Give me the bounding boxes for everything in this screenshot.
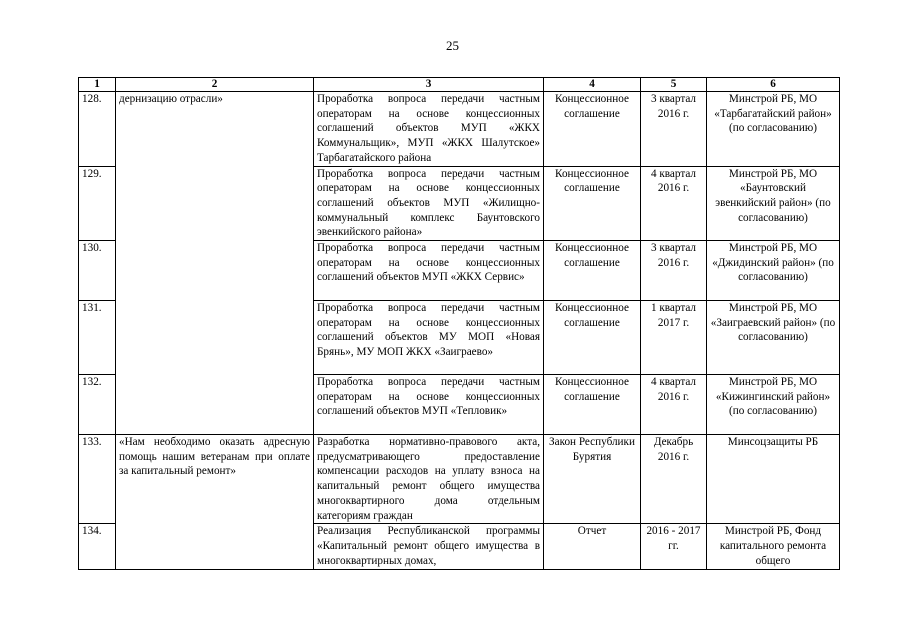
activity-cell: Реализация Республиканской программы «Капитальный ремонт общего имущества в многоквартирных домах, — [314, 524, 544, 570]
activity-cell: Проработка вопроса передачи частным операторам на основе концессионных соглашений объектов МУП «ЖКХ Сервис» — [314, 241, 544, 301]
page-number: 25 — [446, 38, 459, 53]
result-cell: Концессионное соглашение — [544, 92, 641, 167]
deadline-cell: 4 квартал 2016 г. — [641, 375, 707, 435]
row-number: 132. — [79, 375, 116, 435]
column-header: 4 — [544, 78, 641, 92]
result-cell: Концессионное соглашение — [544, 375, 641, 435]
responsible-cell: Минсоцзащиты РБ — [707, 435, 840, 524]
deadline-cell: 4 квартал 2016 г. — [641, 166, 707, 241]
responsible-cell: Минстрой РБ, Фонд капитального ремонта общего — [707, 524, 840, 570]
column-header: 1 — [79, 78, 116, 92]
deadline-cell: Декабрь 2016 г. — [641, 435, 707, 524]
deadline-cell: 2016 - 2017 гг. — [641, 524, 707, 570]
deadline-cell: 3 квартал 2016 г. — [641, 241, 707, 301]
row-number: 129. — [79, 166, 116, 241]
activity-cell: Разработка нормативно-правового акта, предусматривающего предоставление компенсации расходов на уплату взноса на капитальный ремонт общего имущества многоквартирного дома отдельным категориям граждан — [314, 435, 544, 524]
responsible-cell: Минстрой РБ, МО «Баунтовский эвенкийский район» (по согласованию) — [707, 166, 840, 241]
responsible-cell: Минстрой РБ, МО «Джидинский район» (по согласованию) — [707, 241, 840, 301]
responsible-cell: Минстрой РБ, МО «Заиграевский район» (по согласованию) — [707, 301, 840, 375]
result-cell: Концессионное соглашение — [544, 166, 641, 241]
column-number-header-row — [79, 78, 840, 92]
activity-cell: Проработка вопроса передачи частным операторам на основе концессионных соглашений объектов МУП «ЖКХ Коммунальщик», МУП «ЖКХ Шалутское» Тарбагатайского района — [314, 92, 544, 167]
row-number: 134. — [79, 524, 116, 570]
responsible-cell: Минстрой РБ, МО «Кижингинский район» (по согласованию) — [707, 375, 840, 435]
row-number: 131. — [79, 301, 116, 375]
goal-cell: «Нам необходимо оказать адресную помощь нашим ветеранам при оплате за капитальный ремонт» — [116, 435, 314, 570]
table-row — [79, 92, 840, 167]
deadline-cell: 3 квартал 2016 г. — [641, 92, 707, 167]
activity-cell: Проработка вопроса передачи частным операторам на основе концессионных соглашений объектов МУ МОП «Новая Брянь», МУ МОП ЖКХ «Заиграево» — [314, 301, 544, 375]
deadline-cell: 1 квартал 2017 г. — [641, 301, 707, 375]
table-row — [79, 435, 840, 524]
result-cell: Концессионное соглашение — [544, 241, 641, 301]
column-header: 3 — [314, 78, 544, 92]
result-cell: Закон Республики Бурятия — [544, 435, 641, 524]
column-header: 5 — [641, 78, 707, 92]
activity-cell: Проработка вопроса передачи частным операторам на основе концессионных соглашений объектов МУП «Жилищно-коммунальный комплекс Баунтовского эвенкийского района» — [314, 166, 544, 241]
row-number: 130. — [79, 241, 116, 301]
activity-cell: Проработка вопроса передачи частным операторам на основе концессионных соглашений объектов МУП «Тепловик» — [314, 375, 544, 435]
row-number: 133. — [79, 435, 116, 524]
column-header: 6 — [707, 78, 840, 92]
action-plan-table — [78, 77, 840, 570]
column-header: 2 — [116, 78, 314, 92]
result-cell: Отчет — [544, 524, 641, 570]
result-cell: Концессионное соглашение — [544, 301, 641, 375]
goal-cell: дернизацию отрасли» — [116, 92, 314, 435]
responsible-cell: Минстрой РБ, МО «Тарбагатайский район» (по согласованию) — [707, 92, 840, 167]
row-number: 128. — [79, 92, 116, 167]
